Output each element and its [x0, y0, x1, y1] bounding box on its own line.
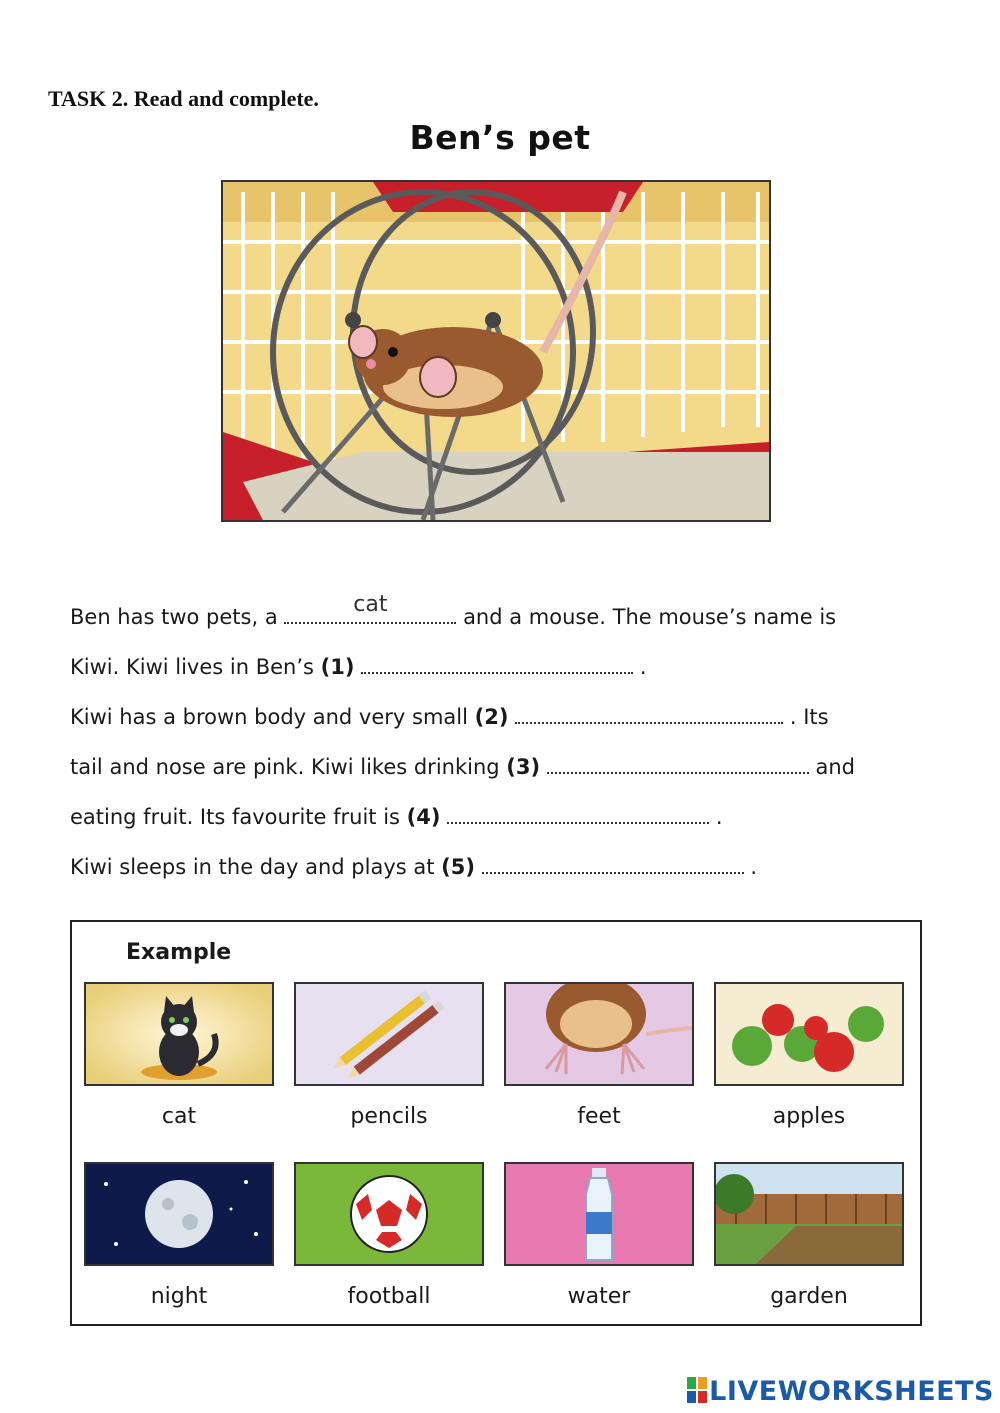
question-number-2: (2) [474, 705, 509, 729]
word-box [70, 920, 922, 1326]
example-blank [284, 592, 456, 624]
story-title: Ben’s pet [409, 118, 591, 157]
word-night: night [150, 1284, 208, 1309]
text: tail and nose are pink. Kiwi likes drinking [70, 755, 500, 779]
text: and [815, 755, 855, 779]
word-water: water [567, 1284, 631, 1309]
answer-blank-1[interactable] [361, 654, 633, 674]
example-label: Example [126, 940, 232, 965]
answer-blank-4[interactable] [447, 804, 709, 824]
text: . [715, 805, 723, 829]
answer-blank-5[interactable] [482, 854, 744, 874]
text: Kiwi has a brown body and very small [70, 705, 468, 729]
liveworksheets-logo-icon [687, 1377, 707, 1403]
word-pencils: pencils [350, 1104, 428, 1129]
text: and a mouse. The mouse’s name is [463, 605, 837, 629]
answer-blank-2[interactable] [515, 704, 783, 724]
pencils-picture [294, 982, 484, 1086]
word-garden: garden [770, 1284, 848, 1309]
liveworksheets-brand: LIVEWORKSHEETS [709, 1376, 994, 1407]
text: Kiwi. Kiwi lives in Ben’s [70, 655, 314, 679]
apples-picture [714, 982, 904, 1086]
water-bottle-picture [504, 1162, 694, 1266]
answer-blank-3[interactable] [547, 754, 809, 774]
cat-picture [84, 982, 274, 1086]
liveworksheets-logo [687, 1376, 994, 1407]
garden-picture [714, 1162, 904, 1266]
passage-line-5 [70, 804, 723, 829]
example-answer: cat [353, 592, 388, 617]
question-number-1: (1) [320, 655, 355, 679]
text: . Its [789, 705, 829, 729]
text: eating fruit. Its favourite fruit is [70, 805, 400, 829]
passage-line-1 [70, 592, 837, 629]
word-feet: feet [577, 1104, 621, 1129]
text: Kiwi sleeps in the day and plays at [70, 855, 435, 879]
question-number-3: (3) [506, 755, 541, 779]
passage-line-4 [70, 754, 855, 779]
football-picture [294, 1162, 484, 1266]
text: Ben has two pets, a [70, 605, 278, 629]
task-title: TASK 2. Read and complete. [48, 86, 319, 111]
word-cat: cat [161, 1104, 197, 1129]
mouse-wheel-illustration [221, 180, 771, 522]
question-number-4: (4) [406, 805, 441, 829]
question-number-5: (5) [441, 855, 475, 879]
word-apples: apples [772, 1104, 846, 1129]
passage-line-6 [70, 854, 757, 879]
text: . [750, 855, 758, 879]
passage-line-2 [70, 654, 647, 679]
mouse-feet-picture [504, 982, 694, 1086]
night-moon-picture [84, 1162, 274, 1266]
word-football: football [347, 1284, 431, 1309]
passage-line-3 [70, 704, 829, 729]
text: . [639, 655, 647, 679]
